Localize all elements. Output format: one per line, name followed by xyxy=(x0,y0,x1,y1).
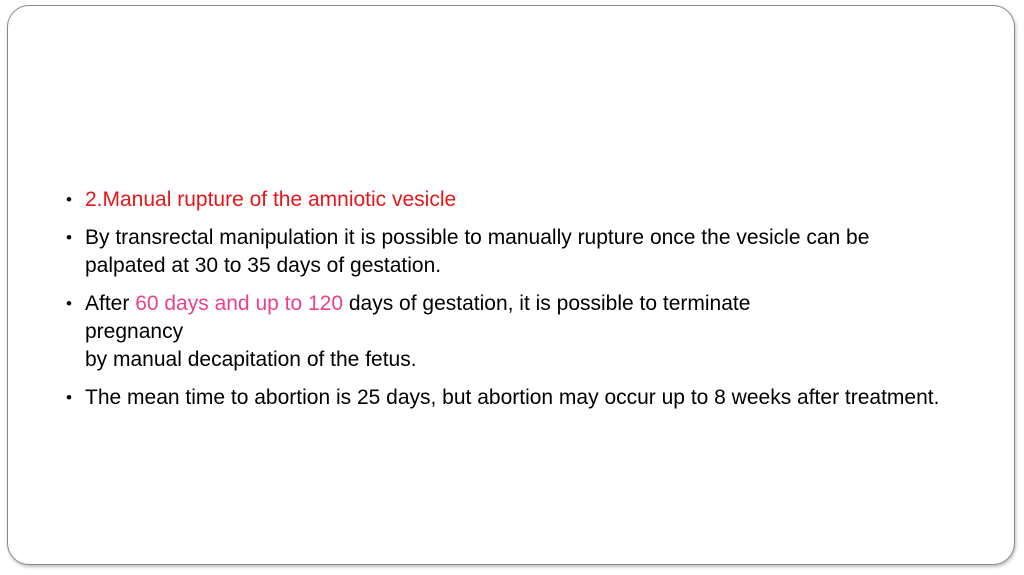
bullet-text-mean-time: The mean time to abortion is 25 days, but abortion may occur up to 8 weeks after treatment. xyxy=(85,386,940,409)
bullet-dot-icon: • xyxy=(66,228,72,247)
bullet-item-rupture xyxy=(66,224,946,280)
highlight-days: 60 days and up to 120 xyxy=(135,292,344,315)
bullet-text-rupture: By transrectal manipulation it is possible to manually rupture once the vesicle can be palpated at 30 to 35 days of gestation. xyxy=(85,226,870,277)
bullet-dot-icon: • xyxy=(66,294,72,313)
bullet-item-heading xyxy=(66,186,946,214)
section-heading: 2.Manual rupture of the amniotic vesicle xyxy=(85,188,457,211)
bullet-item-mean-time xyxy=(66,384,946,412)
bullet-dot-icon: • xyxy=(66,388,72,407)
text-after: days of gestation, it is possible to terminate pregnancy xyxy=(85,292,757,343)
bullet-text-decapitation xyxy=(85,290,946,374)
bullet-dot-icon: • xyxy=(66,190,72,209)
bullet-list xyxy=(66,186,946,422)
text-before: After xyxy=(85,292,136,315)
bullet-line-2: by manual decapitation of the fetus. xyxy=(85,348,417,371)
bullet-line-1 xyxy=(85,290,825,346)
bullet-item-decapitation xyxy=(66,290,946,374)
